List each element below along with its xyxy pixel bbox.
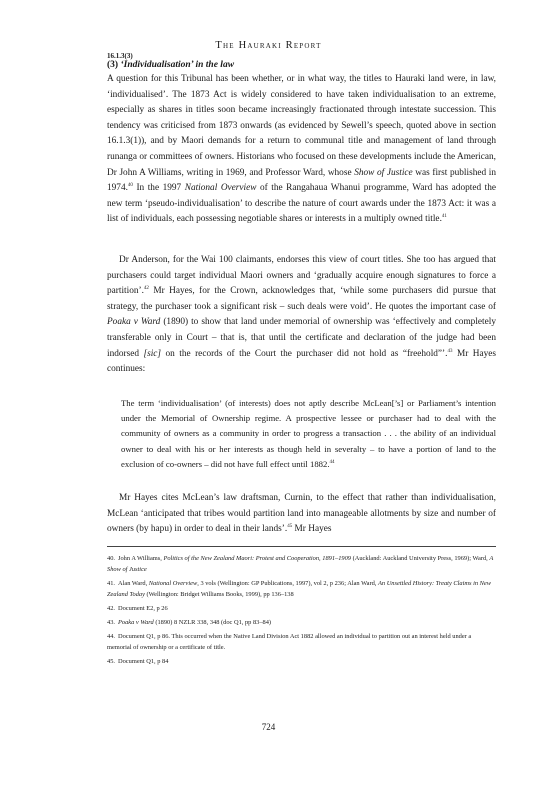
footnote-ref: 40 [127,183,133,189]
book-title: National Overview [184,183,257,194]
footnote-number: 40. [107,555,115,562]
footnote-text: Document Q1, p 86. This occurred when the Native Land Division Act 1882 allowed an individual to partition out an interest held under a memorial of ownership or a certificate of title. [107,633,472,651]
paragraph-text: Mr Hayes continues: [107,348,496,375]
running-head: The Hauraki Report [215,40,322,51]
section-heading [107,60,234,70]
footnote-divider [107,546,496,547]
footnote-text: Document E2, p 26 [118,605,168,612]
footnote [107,578,496,600]
paragraph-text: Mr Hayes [292,524,332,535]
footnote-text: John A Williams, [118,555,164,562]
footnotes [107,553,496,670]
footnote [107,631,496,653]
paragraph-text: Mr Hayes cites McLean’s law draftsman, Curnin, to the effect that rather than individualisation, McLean ‘anticipated that tribes would partition land into manageable allotments by size and number of owners (by hapu) in order to deal in their lands’. [107,493,496,535]
footnote-text: Alan Ward, [118,580,149,587]
section-heading-title: ‘Individualisation’ in the law [120,60,235,70]
book-title: Show of Justice [354,167,413,178]
footnote-title: An Unsettled History: Treaty Claims in New Zealand Today [107,580,492,598]
footnote-text: (Wellington: Bridget Williams Books, 1999), pp 136–138 [144,591,294,598]
footnote [107,553,496,575]
paragraph-text: In the 1997 [132,183,185,194]
paragraph-text: Dr Anderson, for the Wai 100 claimants, endorses this view of court titles. She too has argued that purchasers could target individual Maori owners and ‘gradually acquire enough signatures to force a partition’. [107,255,496,297]
footnote-ref: 45 [287,524,293,530]
block-quote [121,396,496,472]
footnote-ref: 42 [143,286,149,292]
paragraph-text: of the Rangahaua Whanui programme, Ward has adopted the new term ‘pseudo-individualisation’ to describe the nature of court awards under the 1873 Act: it was a list of individuals, each possessing negotiable shares or interests in a multiply owned title. [107,183,496,225]
footnote-text: , 3 vols (Wellington: GP Publications, 1997), vol 2, p 236; Alan Ward, [197,580,378,587]
footnote-title: National Overview [148,580,198,587]
footnote-number: 42. [107,605,115,612]
footnote-number: 44. [107,633,115,640]
footnote [107,617,496,628]
footnote-title: A Show of Justice [107,555,494,573]
body-paragraph-1 [107,72,496,228]
paragraph-text: (1890) to show that land under memorial of ownership was ‘effectively and completely transferable only in Court – that is, that until the certificate and declaration of the judge had been indorsed [107,317,496,359]
footnote-number: 41. [107,580,115,587]
footnote-text: (Auckland: Auckland University Press, 1969); Ward, [351,555,490,562]
footnote-ref: 41 [441,214,447,220]
footnote-number: 43. [107,619,115,626]
footnote-title: Poaka v Ward [118,619,154,626]
section-number: 16.1.3(3) [107,52,133,60]
paragraph-text: Mr Hayes, for the Crown, acknowledges that, ‘while some purchasers did pursue that strategy, the purchaser took a significant risk – such deals were void’. He quotes the important case of [107,286,496,312]
case-name: Poaka v Ward [107,317,161,328]
paragraph-text: on the records of the Court the purchaser did not hold as “freehold”’. [161,348,448,359]
page-number: 724 [261,722,276,732]
section-heading-number: (3) [107,60,119,70]
footnote-text: Document Q1, p 84 [118,658,169,665]
footnote-ref: 43 [447,348,453,354]
paragraph-text: A question for this Tribunal has been whether, or in what way, the titles to Hauraki land were, in law, ‘individualised’. The 1873 Act is widely considered to have taken individualisation to an extreme, especially as shares in titles soon became increasingly fractionated through intestate succession. This tendency was criticised from 1873 onwards (as evidenced by Sewell’s speech, quoted above in section 16.1.3(1)), and by Maori demands for a return to communal title and management of land through runanga or committees of owners. Historians who focused on these developments include the American, Dr John A Williams, writing in 1969, and Professor Ward, whose [107,74,496,178]
paragraph-text: was first published in 1974. [107,167,496,194]
footnote [107,603,496,614]
footnote-ref: 44 [329,459,335,465]
quote-text: The term ‘individualisation’ (of interests) does not aptly describe McLean[’s] or Parliament’s intention under the Memorial of Ownership regime. A prospective lessee or purchaser had to deal with the community of owners as a community in order to progress a transaction . . . the ability of an individual owner to deal with his or her interests as though held in severalty – to have a portion of land to the exclusion of co-owners – did not have full effect until 1882. [121,398,496,469]
footnote-title: Politics of the New Zealand Maori: Protest and Cooperation, 1891–1909 [163,555,352,562]
footnote-number: 45. [107,658,115,665]
body-paragraph-2 [107,253,496,378]
sic-note: [sic] [143,348,162,359]
body-paragraph-3 [107,491,496,538]
footnote [107,656,496,667]
footnote-text: (1890) 8 NZLR 338, 348 (doc Q1, pp 83–84) [153,619,272,626]
